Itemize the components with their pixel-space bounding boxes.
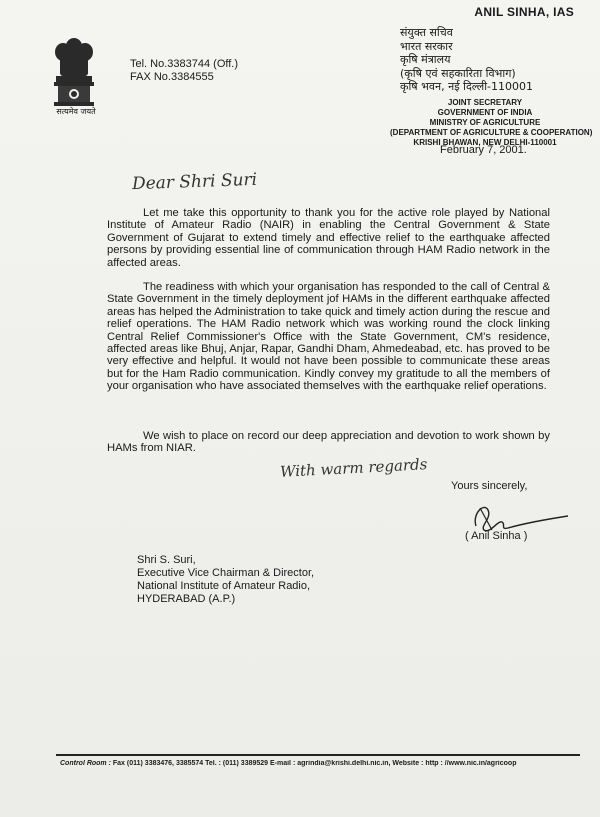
handwritten-closing: With warm regards: [279, 455, 428, 481]
officer-name: ANIL SINHA, IAS: [474, 5, 574, 19]
addressee-line: Shri S. Suri,: [137, 554, 196, 566]
english-line: JOINT SECRETARY: [447, 98, 523, 107]
handwritten-salutation: Dear Shri Suri: [131, 169, 258, 195]
footer-website: http : //www.nic.in/agricoop: [425, 760, 517, 767]
telephone-number: Tel. No.3383744 (Off.): [130, 58, 239, 70]
hindi-line: भारत सरकार: [400, 39, 453, 53]
english-line: MINISTRY OF AGRICULTURE: [429, 118, 541, 127]
letter-date: February 7, 2001.: [440, 144, 527, 156]
addressee-line: Executive Vice Chairman & Director,: [137, 567, 315, 579]
hindi-designation: [400, 26, 533, 94]
english-designation: [390, 98, 593, 148]
addressee-line: National Institute of Amateur Radio,: [137, 580, 311, 592]
state-emblem-icon: [50, 36, 98, 114]
footer-divider: [56, 754, 580, 756]
closing-phrase: Yours sincerely,: [451, 480, 528, 492]
hindi-line: संयुक्त सचिव: [400, 26, 453, 39]
hindi-line: कृषि मंत्रालय: [400, 53, 451, 66]
paragraph: Let me take this opportunity to thank you for the active role played by National Institute of Amateur Radio (NAIR) in enabling the Central Government & State Government of Gujarat to extend timely and effective relief to the earthquake affected persons by providing essential line of communication through HAM Radio network in the affected areas.: [107, 207, 550, 269]
paragraph: We wish to place on record our deep appreciation and devotion to work shown by HAMs from NIAR.: [107, 430, 550, 455]
footer-phone-fax: Fax (011) 3383476, 3385574 Tel. : (011) 3389529: [112, 760, 269, 767]
english-line: GOVERNMENT OF INDIA: [437, 108, 533, 117]
fax-number: FAX No.3384555: [130, 71, 214, 83]
paragraph: The readiness with which your organisation has responded to the call of Central & State Government in the timely deployment jof HAMs in the different earthquake affected areas has helped the Administration to take quick and timely action during the rescue and relief operations. The HAM Radio network which was working round the clock linking Central Relief Commissioner's Office with the State Government, CM's residence, affected areas like Bhuj, Anjar, Rapar, Gandhi Dham, Ahmedeabad, etc. has proved to be very effective and helpful. It would not have been possible to communicate these areas but for the Ham Radio communication. Kindly convey my gratitude to all the members of your organisation who have associated themselves with the earthquake relief operations.: [107, 281, 550, 393]
footer-email-label: E-mail :: [270, 760, 296, 767]
footer-email: agrindia@krishi.delhi.nic.in,: [297, 760, 391, 767]
footer-website-label: Website :: [392, 760, 424, 767]
signer-name: ( Anil Sinha ): [465, 530, 528, 542]
footer-contact: [60, 760, 590, 767]
english-line: (DEPARTMENT OF AGRICULTURE & COOPERATION): [390, 128, 593, 137]
addressee-line: HYDERABAD (A.P.): [137, 593, 236, 605]
footer-label: Control Room :: [60, 760, 111, 767]
hindi-line: (कृषि एवं सहकारिता विभाग): [400, 66, 516, 80]
emblem-motto: सत्यमेव जयते: [56, 107, 96, 116]
english-line: KRISHI BHAWAN, NEW DELHI-110001: [413, 138, 557, 147]
hindi-line: कृषि भवन, नई दिल्ली-110001: [400, 80, 534, 93]
contact-block: [130, 58, 238, 84]
addressee-block: [137, 554, 314, 606]
